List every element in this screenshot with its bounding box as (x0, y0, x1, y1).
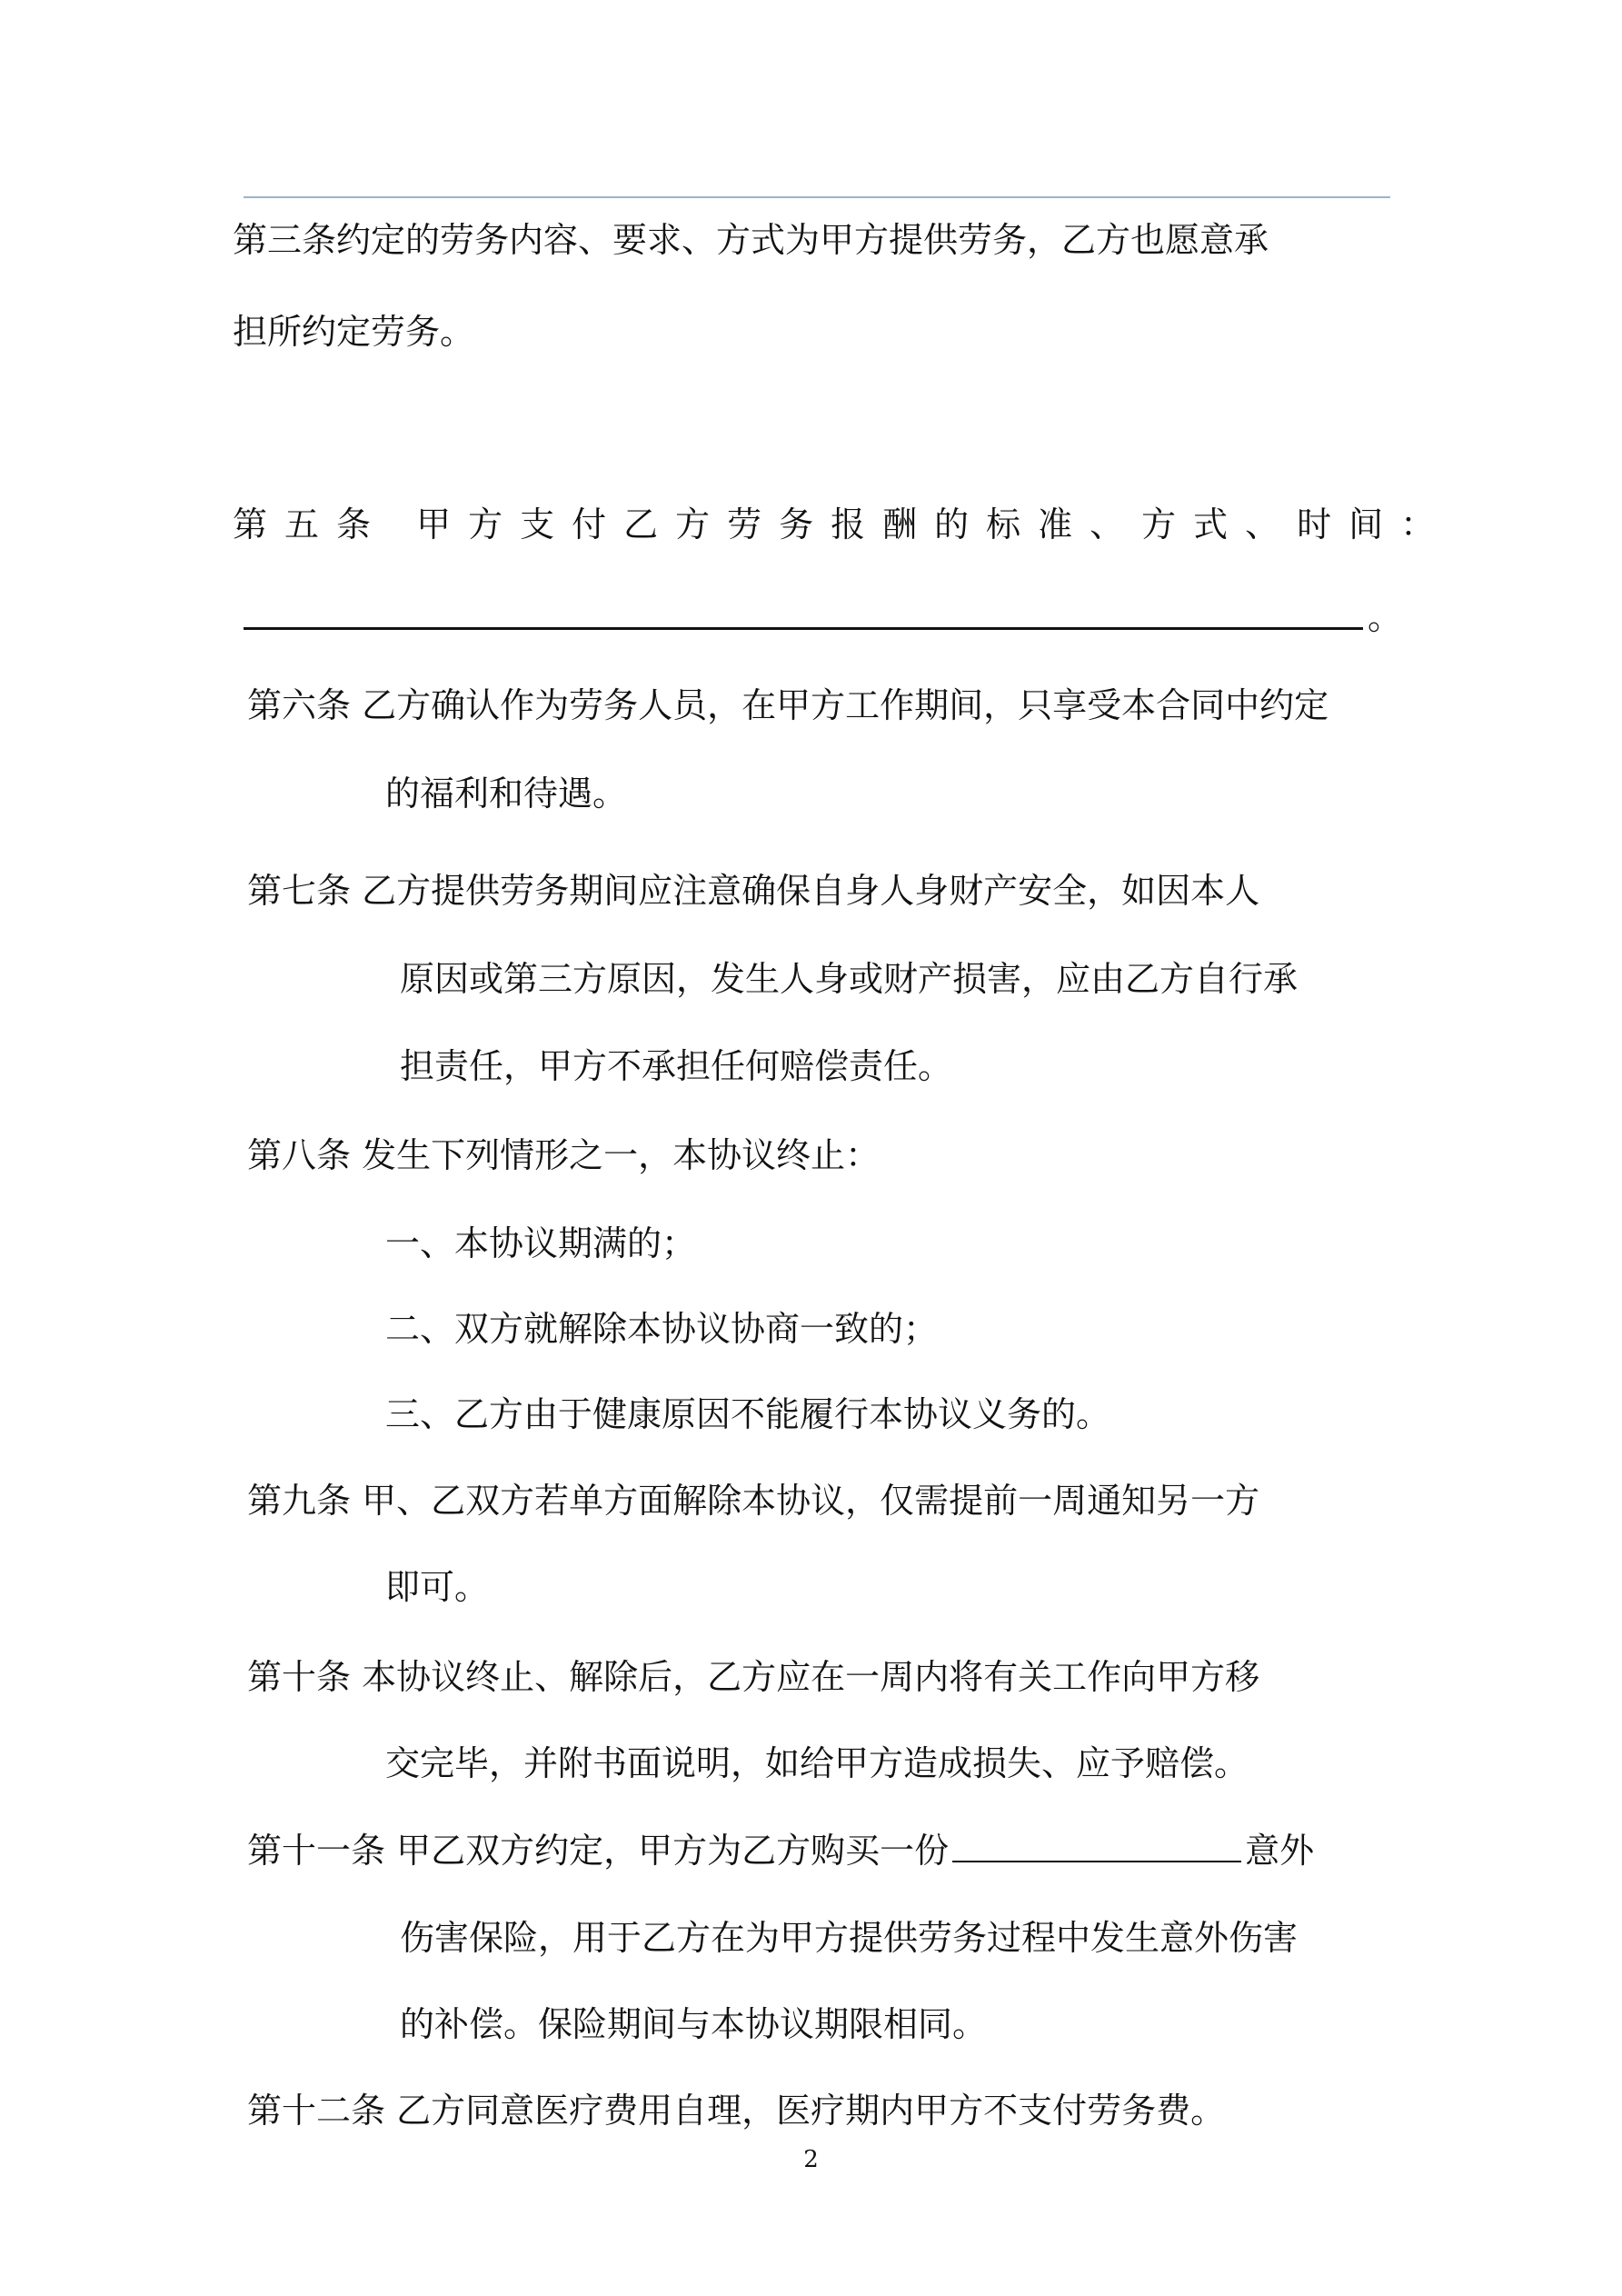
text-line: 原因或第三方原因，发生人身或财产损害，应由乙方自行承 (400, 959, 1299, 999)
text-line: 的补偿。保险期间与本协议期限相同。 (400, 2004, 988, 2044)
article-8: 第八条 发生下列情形之一，本协议终止： (247, 1135, 881, 1175)
text-span: 第十一条 甲乙双方约定，甲方为乙方购买一份 (247, 1831, 950, 1871)
fill-in-blank (244, 627, 1363, 630)
fill-in-blank (952, 1830, 1241, 1862)
text-line: 的福利和待遇。 (385, 774, 628, 814)
article-11 (247, 1829, 1314, 1872)
text-line: 即可。 (385, 1567, 490, 1607)
article-9: 第九条 甲、乙双方若单方面解除本协议，仅需提前一周通知另一方 (247, 1481, 1260, 1521)
page-number: 2 (803, 2146, 819, 2173)
list-item: 三、乙方由于健康原因不能履行本协议义务的。 (385, 1394, 1111, 1434)
article-7: 第七条 乙方提供劳务期间应注意确保自身人身财产安全，如因本人 (247, 871, 1260, 911)
text-line: 第三条约定的劳务内容、要求、方式为甲方提供劳务，乙方也愿意承 (233, 220, 1269, 260)
article-10: 第十条 本协议终止、解除后，乙方应在一周内将有关工作向甲方移 (247, 1657, 1260, 1697)
text-line: 伤害保险，用于乙方在为甲方提供劳务过程中发生意外伤害 (400, 1918, 1299, 1958)
list-item: 二、双方就解除本协议协商一致的； (385, 1309, 939, 1349)
text-line: 担责任，甲方不承担任何赔偿责任。 (400, 1046, 953, 1086)
article-12: 第十二条 乙方同意医疗费用自理，医疗期内甲方不支付劳务费。 (247, 2091, 1226, 2131)
text-line: 担所约定劳务。 (233, 312, 475, 352)
text-span: 意外 (1245, 1831, 1315, 1871)
header-rule (244, 196, 1390, 198)
text-line: 交完毕，并附书面说明，如给甲方造成损失、应予赔偿。 (385, 1743, 1249, 1783)
text-line: 。 (1368, 597, 1403, 637)
article-5-heading: 第五条 甲方支付乙方劳务报酬的标准、方式、时间： (233, 504, 1453, 544)
list-item: 一、本协议期满的； (385, 1223, 697, 1263)
article-6: 第六条 乙方确认作为劳务人员，在甲方工作期间，只享受本合同中约定 (247, 685, 1329, 725)
